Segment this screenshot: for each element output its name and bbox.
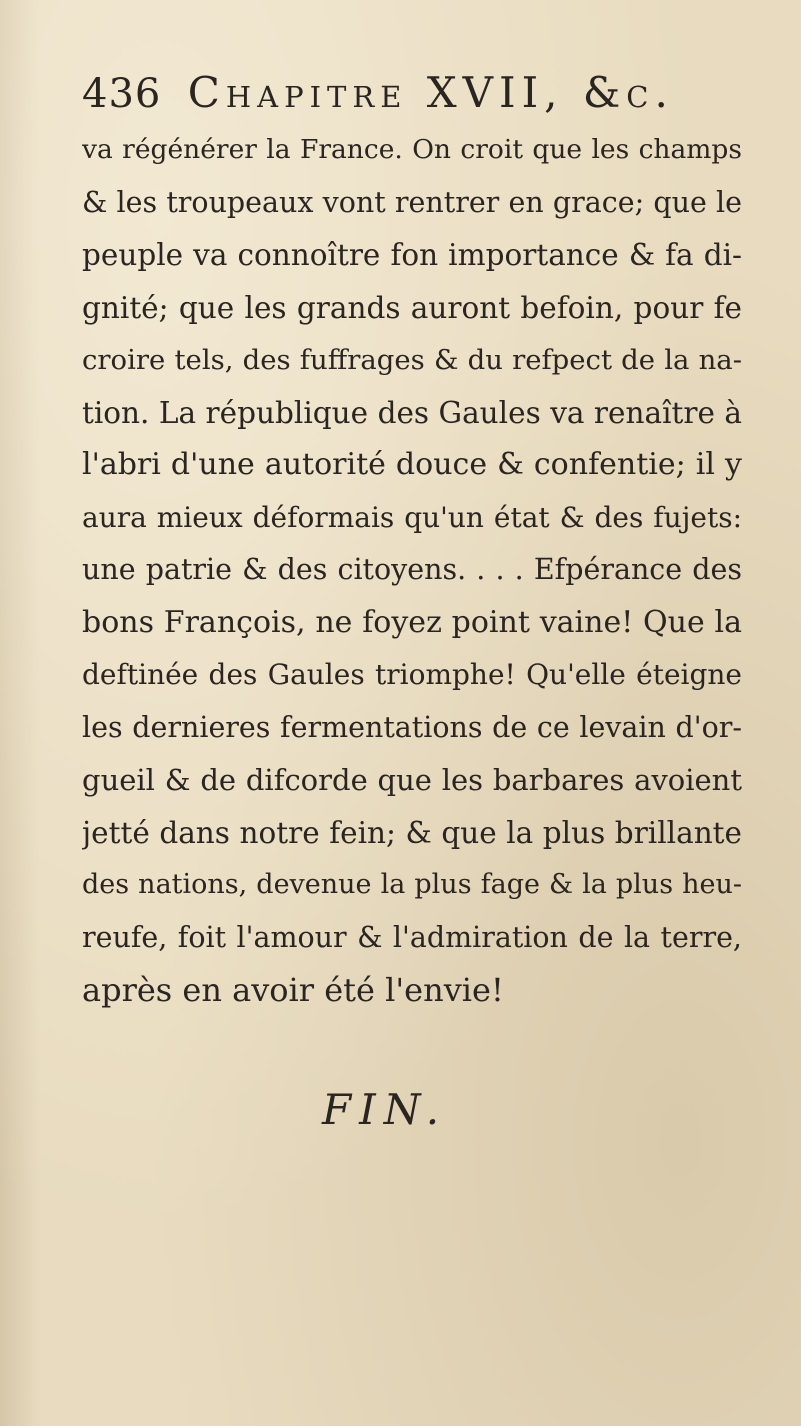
text-line: reufe, foit l'amour & l'admiration de la terre, xyxy=(82,920,742,954)
page-number: 436 xyxy=(82,71,162,117)
text-line: & les troupeaux vont rentrer en grace; que le xyxy=(82,185,742,219)
text-line: les dernieres fermentations de ce levain d'or- xyxy=(82,710,742,744)
text-line: peuple va connoître fon importance & fa di- xyxy=(82,238,742,272)
text-line: tion. La république des Gaules va renaître à xyxy=(82,395,742,430)
text-line: après en avoir été l'envie! xyxy=(82,971,504,1009)
running-header xyxy=(82,68,742,118)
text-line: croire tels, des fuffrages & du refpect de la na- xyxy=(82,344,742,376)
text-line: gueil & de difcorde que les barbares avoient xyxy=(82,763,742,797)
text-line: aura mieux déformais qu'un état & des fujets: xyxy=(82,500,742,534)
text-line: jetté dans notre fein; & que la plus brillante xyxy=(82,815,742,850)
text-line: des nations, devenue la plus fage & la plus heu- xyxy=(82,869,742,900)
text-line: une patrie & des citoyens. . . . Efpérance des xyxy=(82,553,742,586)
text-line: bons François, ne foyez point vaine! Que la xyxy=(82,604,742,640)
text-line: gnité; que les grands auront befoin, pour fe xyxy=(82,290,742,325)
text-line: deftinée des Gaules triomphe! Qu'elle éteigne xyxy=(82,658,742,691)
text-line: l'abri d'une autorité douce & confentie; il y xyxy=(82,447,742,482)
text-line: va régénérer la France. On croit que les champs xyxy=(82,134,742,165)
fin-mark: FIN. xyxy=(322,1085,448,1134)
body-text xyxy=(82,124,742,1017)
running-title: Chapitre XVII, &c. xyxy=(187,68,674,117)
